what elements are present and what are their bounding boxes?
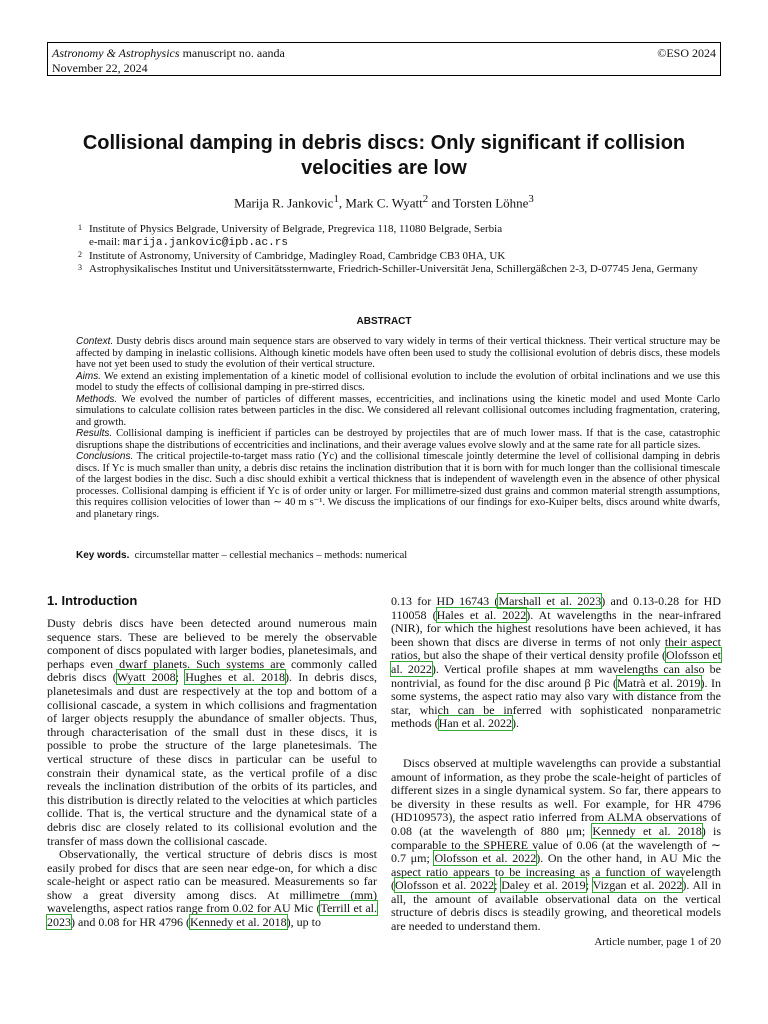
body-text: ; [175,670,186,685]
page-footer: Article number, page 1 of 20 [594,936,721,948]
body-text: ) is comparable to the SPHERE value of 0.06 (at the wavelength of ∼ 0.7 μm; [391,823,722,866]
body-text: Dusty debris discs have been detected around numerous main sequence stars. These are believed to be merely the observable component of discs populated with larger bodies, planetesimals, and perhaps even dwarf planets. Such systems are commonly called debris discs ( [47,616,377,685]
affiliation-number: 3 [78,263,82,272]
abstract-text: Collisional damping is inefficient if particles can be destroyed by projectiles that are of much lower mass. If that is the case, catastrophic disruptions shape the distributions of eccentricities and inclinations, and their average values evolve slowly and at the same rate for all particle sizes. [76,428,720,451]
citation-link[interactable]: Wyatt 2008 [116,670,176,685]
affiliation [78,263,726,276]
body-paragraph [47,848,377,930]
affiliation-number: 1 [78,223,82,232]
body-text: ) and 0.08 for HR 4796 ( [71,915,190,930]
citation-link[interactable]: Olofsson et al. 2022 [391,648,722,676]
abstract-text: The critical projectile-to-target mass ratio (Yc) and the collisional timescale jointly determine the level of collisional damping in debris discs. If Yc is much smaller than unity, a debris disc retains the inclination distribution that it is born with for much longer than the collisional timescale of the largest bodies in the disc. Such a disc should exhibit a vertical thickness that is independent of wavelength even in the absence of other physical processes. Collisional damping is efficient if Yc is of order unity or larger. For millimetre-sized dust grains and common material strength assumptions, this requires collision velocities of lower than ∼ 40 m s⁻¹. We discuss the implications of our findings for exo-Kuiper belts, discs around white dwarfs, and planetary rings. [76,451,720,520]
abstract-label: Context. [76,336,114,347]
citation-link[interactable]: Kennedy et al. 2018 [189,915,287,930]
body-text: 0.13 for HD 16743 ( [391,594,499,608]
section-heading: 1. Introduction [47,593,138,608]
abstract-label: Methods. [76,393,118,405]
author-affiliation-mark: 1 [333,193,339,205]
keywords-label: Key words. [76,550,130,561]
author-separator: , [338,195,346,211]
citation-link[interactable]: Daley et al. 2019 [501,878,586,893]
affiliation-number: 2 [78,250,82,259]
citation-link[interactable]: Han et al. 2022 [438,716,512,731]
abstract-aims [76,371,720,394]
paper-title: Collisional damping in debris discs: Only significant if collision velocities are low [82,132,686,179]
author-affiliation-mark: 2 [422,193,429,205]
affiliation-text: Astrophysikalisches Institut und Universitätssternwarte, Friedrich-Schiller-Universität Jena, Schillergäßchen 2-3, D-07745 Jena, Germany [89,263,698,275]
citation-link[interactable]: Olofsson et al. 2022 [434,851,537,866]
abstract-text: Dusty debris discs around main sequence stars are observed to vary widely in terms of their vertical thickness. Their vertical structure may be affected by damping in inelastic collisions. Although kinetic models have often been used to study the collisional evolution of debris discs, these models have not yet been used to study the evolution of their vertical structure. [76,336,720,370]
column-right [391,595,721,934]
body-text: ) and 0.13-0.28 for HD 110058 ( [391,594,721,622]
keywords [76,550,720,561]
affiliations [78,223,726,276]
author-name: Torsten Löhne [453,195,529,211]
abstract-label: Aims. [76,370,101,382]
abstract-heading: ABSTRACT [356,316,412,327]
body-text: ). At wavelengths in the near-infrared (NIR), for which the highest resolutions have been achieved, it has been shown that discs are diverse in terms of not only their aspect ratios, but also the shape of their vertical density profile ( [391,607,721,663]
manuscript-number: manuscript no. aanda [179,46,285,60]
citation-link[interactable]: Matrà et al. 2019 [616,675,701,690]
affiliation-text: Institute of Physics Belgrade, University of Belgrade, Pregrevica 118, 11080 Belgrade, Serbia [89,223,503,235]
citation-link[interactable]: Vizgan et al. 2022 [592,878,683,893]
body-paragraph [391,757,721,934]
abstract-text: We evolved the number of particles of different masses, eccentricities, and inclinations using the kinetic model and used Monte Carlo simulations to calculate collision rates between particles in the disc. We considered all relevant collisional outcomes including fragmentation, cratering, and growth. [76,393,720,428]
abstract-methods [76,394,720,429]
affiliation [78,250,726,263]
author-email-line [78,236,726,250]
author-separator: and [428,195,454,211]
body-text: ). In some systems, the aspect ratio may also vary with distance from the star, which can be inferred with sophisticated nonparametric methods ( [391,675,722,731]
abstract-results [76,428,720,451]
body-paragraph [391,595,721,731]
abstract-label: Conclusions. [76,451,134,462]
abstract-conclusions [76,451,720,520]
author-list [47,191,721,211]
body-paragraph [47,617,377,848]
affiliation [78,223,726,236]
body-text: ). Vertical profile shapes at mm wavelengths can also be nontrivial, as found for the disc around β Pic ( [391,661,721,690]
body-text: Observationally, the vertical structure of debris discs is most easily probed for discs that are seen near edge-on, for which a disc scale-height or aspect ratio can be measured. Measurements so far show a great diversity among discs. At millimetre (mm) wavelengths, aspect ratios range from 0.02 for AU Mic ( [47,847,377,916]
author-name: Mark C. Wyatt [345,195,423,211]
body-text: Discs observed at multiple wavelengths can provide a substantial amount of information, as they probe the scale-height of particles of different sizes in a single dynamical system. So far, there appears to be diversity in these results as well. For example, for HR 4796 (HD109573), the aspect ratio inferred from ALMA observations of 0.08 (at the wavelength of 880 μm; [391,755,721,838]
affiliation-text: Institute of Astronomy, University of Cambridge, Madingley Road, Cambridge CB3 0HA, UK [89,250,506,262]
body-text: ). All in all, the amount of available observational data on the vertical structure of debris discs is steadily growing, and theoretical models are needed to understand them. [391,878,721,934]
journal-name: Astronomy & Astrophysics [52,46,180,60]
manuscript-header [47,42,721,76]
author-name: Marija R. Jankovic [234,195,334,211]
body-text: ; [494,878,502,893]
citation-link[interactable]: Olofsson et al. 2022 [395,878,495,893]
abstract-context [76,336,720,371]
manuscript-date: November 22, 2024 [52,61,148,75]
abstract-body [76,336,720,520]
body-text: ). On the other hand, in AU Mic the aspect ratio appears to be increasing as a function of wavelength ( [391,851,721,893]
abstract-text: We extend an existing implementation of a kinetic model of collisional evolution to include the evolution of orbital inclinations and we use this model to study the effects of collisional damping in pre-stirred discs. [76,370,720,393]
body-text: ). In debris discs, planetesimals and dust are respectively at the top and bottom of a collisional cascade, a system in which collisions and fragmentation of larger objects resupply the abundance of smaller objects. Thus, through characterisation of the small dust in these discs, it is possible to probe the structure of the large planetesimals. The vertical structure of these discs in particular can be useful to constrain their dynamical state, as the vertical profile of a disc reveals the inclination distribution of the orbits of its particles, and this distribution is directly related to the velocities at which particles collide. That is, the vertical structure and the dynamical state of a debris disc are closely related to its collisional evolution and the transfer of mass down the collisional cascade. [47,670,377,848]
email-label: e-mail: [89,236,123,248]
column-left [47,593,377,930]
citation-link[interactable]: Marshall et al. 2023 [498,594,602,608]
citation-link[interactable]: Hales et al. 2022 [436,607,527,622]
keywords-text: circumstellar matter – cellestial mechanics – methods: numerical [134,550,408,561]
author-affiliation-mark: 3 [528,193,534,205]
citation-link[interactable]: Kennedy et al. 2018 [592,823,702,838]
paragraph-gap [391,731,721,757]
citation-link[interactable]: Terrill et al. 2023 [47,901,377,930]
body-text: ). [511,716,519,731]
citation-link[interactable]: Hughes et al. 2018 [185,670,285,685]
journal-line [52,46,716,61]
body-text: ; [585,878,593,893]
author-email-link[interactable]: marija.jankovic@ipb.ac.rs [122,237,288,249]
copyright: ©ESO 2024 [657,46,716,60]
abstract-label: Results. [76,428,113,439]
body-text: ), up to [286,915,321,930]
